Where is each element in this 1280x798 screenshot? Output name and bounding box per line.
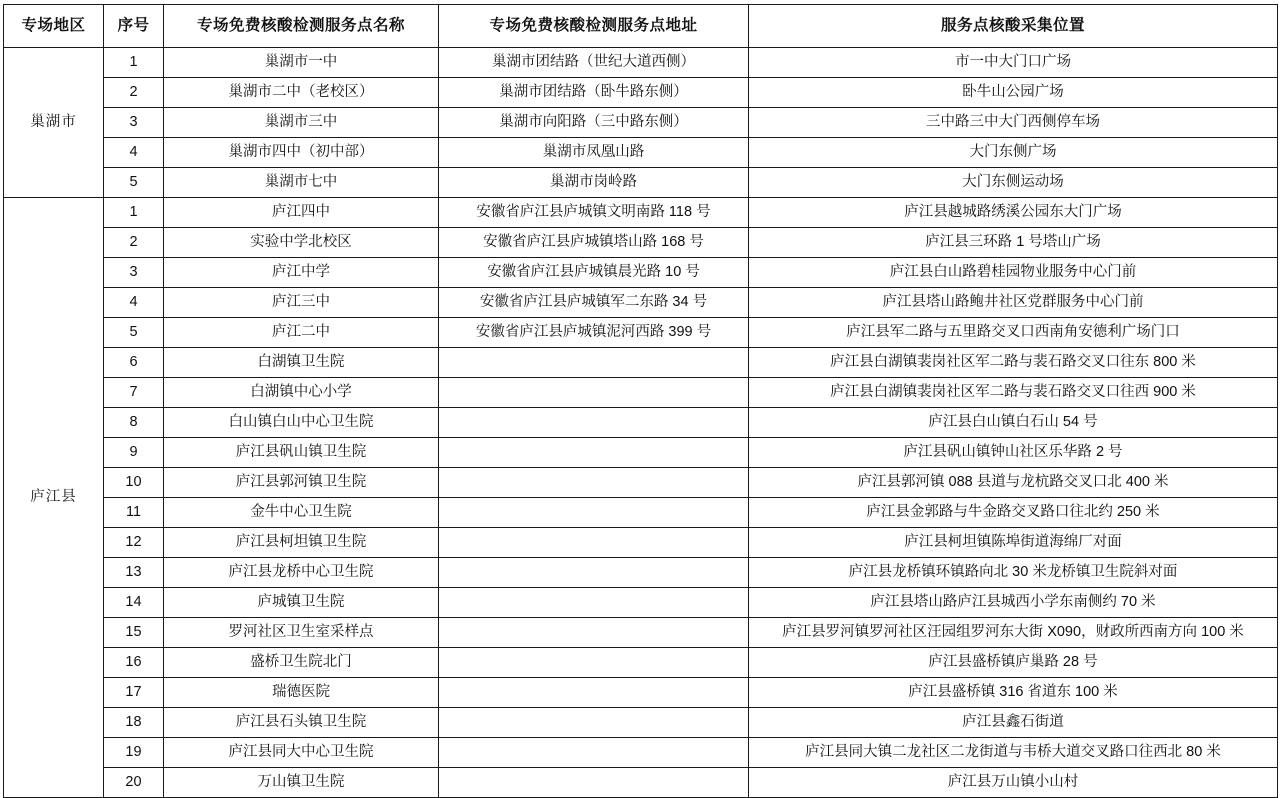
index-cell: 9 <box>104 438 164 468</box>
index-cell: 12 <box>104 528 164 558</box>
table-row <box>4 648 1278 678</box>
index-cell: 14 <box>104 588 164 618</box>
site-address-cell <box>439 528 749 558</box>
site-name-cell: 罗河社区卫生室采样点 <box>164 618 439 648</box>
index-cell: 5 <box>104 318 164 348</box>
table-header <box>4 5 1278 48</box>
column-header-region: 专场地区 <box>4 5 104 48</box>
site-address-cell <box>439 738 749 768</box>
index-cell: 11 <box>104 498 164 528</box>
site-name-cell: 庐江县石头镇卫生院 <box>164 708 439 738</box>
index-cell: 4 <box>104 288 164 318</box>
collection-location-cell: 庐江县越城路绣溪公园东大门广场 <box>749 198 1278 228</box>
site-address-cell <box>439 768 749 798</box>
table-row <box>4 438 1278 468</box>
column-header-site-name: 专场免费核酸检测服务点名称 <box>164 5 439 48</box>
table-body <box>4 48 1278 798</box>
site-address-cell: 巢湖市岗岭路 <box>439 168 749 198</box>
table-row <box>4 258 1278 288</box>
column-header-index: 序号 <box>104 5 164 48</box>
index-cell: 20 <box>104 768 164 798</box>
collection-location-cell: 庐江县龙桥镇环镇路向北 30 米龙桥镇卫生院斜对面 <box>749 558 1278 588</box>
collection-location-cell: 庐江县同大镇二龙社区二龙街道与韦桥大道交叉路口往西北 80 米 <box>749 738 1278 768</box>
collection-location-cell: 庐江县柯坦镇陈埠街道海绵厂对面 <box>749 528 1278 558</box>
index-cell: 7 <box>104 378 164 408</box>
collection-location-cell: 庐江县罗河镇罗河社区汪园组罗河东大街 X090，财政所西南方向 100 米 <box>749 618 1278 648</box>
index-cell: 17 <box>104 678 164 708</box>
site-address-cell: 安徽省庐江县庐城镇晨光路 10 号 <box>439 258 749 288</box>
table-row <box>4 618 1278 648</box>
table-row <box>4 348 1278 378</box>
site-address-cell: 巢湖市凤凰山路 <box>439 138 749 168</box>
table-row <box>4 408 1278 438</box>
table-row <box>4 198 1278 228</box>
table-row <box>4 468 1278 498</box>
table-row <box>4 318 1278 348</box>
table-row <box>4 528 1278 558</box>
site-name-cell: 巢湖市三中 <box>164 108 439 138</box>
site-address-cell <box>439 438 749 468</box>
index-cell: 2 <box>104 228 164 258</box>
index-cell: 15 <box>104 618 164 648</box>
site-address-cell <box>439 588 749 618</box>
index-cell: 1 <box>104 48 164 78</box>
table-row <box>4 78 1278 108</box>
collection-location-cell: 三中路三中大门西侧停车场 <box>749 108 1278 138</box>
collection-location-cell: 庐江县军二路与五里路交叉口西南角安德利广场门口 <box>749 318 1278 348</box>
index-cell: 18 <box>104 708 164 738</box>
site-address-cell: 巢湖市向阳路（三中路东侧） <box>439 108 749 138</box>
collection-location-cell: 大门东侧广场 <box>749 138 1278 168</box>
site-name-cell: 万山镇卫生院 <box>164 768 439 798</box>
site-name-cell: 白湖镇中心小学 <box>164 378 439 408</box>
table-row <box>4 498 1278 528</box>
site-address-cell: 安徽省庐江县庐城镇文明南路 118 号 <box>439 198 749 228</box>
collection-location-cell: 庐江县盛桥镇庐巢路 28 号 <box>749 648 1278 678</box>
index-cell: 6 <box>104 348 164 378</box>
site-name-cell: 庐城镇卫生院 <box>164 588 439 618</box>
collection-location-cell: 庐江县金郭路与牛金路交叉路口往北约 250 米 <box>749 498 1278 528</box>
table-row <box>4 558 1278 588</box>
site-name-cell: 庐江二中 <box>164 318 439 348</box>
table-row <box>4 768 1278 798</box>
index-cell: 3 <box>104 258 164 288</box>
index-cell: 4 <box>104 138 164 168</box>
collection-location-cell: 庐江县万山镇小山村 <box>749 768 1278 798</box>
collection-location-cell: 庐江县盛桥镇 316 省道东 100 米 <box>749 678 1278 708</box>
site-address-cell: 安徽省庐江县庐城镇塔山路 168 号 <box>439 228 749 258</box>
site-address-cell <box>439 618 749 648</box>
table-row <box>4 108 1278 138</box>
site-address-cell: 安徽省庐江县庐城镇军二东路 34 号 <box>439 288 749 318</box>
index-cell: 13 <box>104 558 164 588</box>
collection-location-cell: 庐江县白湖镇裴岗社区军二路与裴石路交叉口往东 800 米 <box>749 348 1278 378</box>
site-address-cell <box>439 378 749 408</box>
index-cell: 16 <box>104 648 164 678</box>
site-address-cell: 巢湖市团结路（世纪大道西侧） <box>439 48 749 78</box>
collection-location-cell: 庐江县三环路 1 号塔山广场 <box>749 228 1278 258</box>
site-address-cell <box>439 678 749 708</box>
collection-location-cell: 庐江县白山路碧桂园物业服务中心门前 <box>749 258 1278 288</box>
site-address-cell <box>439 408 749 438</box>
site-name-cell: 庐江县柯坦镇卫生院 <box>164 528 439 558</box>
site-address-cell: 安徽省庐江县庐城镇泥河西路 399 号 <box>439 318 749 348</box>
column-header-site-address: 专场免费核酸检测服务点地址 <box>439 5 749 48</box>
index-cell: 5 <box>104 168 164 198</box>
site-name-cell: 庐江县龙桥中心卫生院 <box>164 558 439 588</box>
site-address-cell <box>439 468 749 498</box>
site-name-cell: 实验中学北校区 <box>164 228 439 258</box>
collection-location-cell: 庐江县鑫石街道 <box>749 708 1278 738</box>
table-row <box>4 738 1278 768</box>
site-name-cell: 庐江四中 <box>164 198 439 228</box>
region-cell: 巢湖市 <box>4 48 104 198</box>
nucleic-acid-testing-sites-table <box>3 4 1278 798</box>
site-name-cell: 巢湖市四中（初中部） <box>164 138 439 168</box>
collection-location-cell: 庐江县塔山路庐江县城西小学东南侧约 70 米 <box>749 588 1278 618</box>
site-name-cell: 瑞德医院 <box>164 678 439 708</box>
table-row <box>4 708 1278 738</box>
site-address-cell <box>439 558 749 588</box>
site-name-cell: 庐江县同大中心卫生院 <box>164 738 439 768</box>
index-cell: 2 <box>104 78 164 108</box>
table-row <box>4 288 1278 318</box>
site-address-cell <box>439 498 749 528</box>
collection-location-cell: 庐江县白湖镇裴岗社区军二路与裴石路交叉口往西 900 米 <box>749 378 1278 408</box>
site-name-cell: 庐江中学 <box>164 258 439 288</box>
index-cell: 8 <box>104 408 164 438</box>
index-cell: 3 <box>104 108 164 138</box>
site-address-cell <box>439 708 749 738</box>
site-name-cell: 金牛中心卫生院 <box>164 498 439 528</box>
table-row <box>4 678 1278 708</box>
column-header-collection-location: 服务点核酸采集位置 <box>749 5 1278 48</box>
collection-location-cell: 庐江县白山镇白石山 54 号 <box>749 408 1278 438</box>
table-row <box>4 138 1278 168</box>
site-name-cell: 庐江县郭河镇卫生院 <box>164 468 439 498</box>
site-name-cell: 巢湖市二中（老校区） <box>164 78 439 108</box>
index-cell: 19 <box>104 738 164 768</box>
site-address-cell <box>439 348 749 378</box>
site-address-cell: 巢湖市团结路（卧牛路东侧） <box>439 78 749 108</box>
collection-location-cell: 市一中大门口广场 <box>749 48 1278 78</box>
site-name-cell: 庐江县矾山镇卫生院 <box>164 438 439 468</box>
collection-location-cell: 卧牛山公园广场 <box>749 78 1278 108</box>
header-row <box>4 5 1278 48</box>
index-cell: 1 <box>104 198 164 228</box>
site-name-cell: 巢湖市七中 <box>164 168 439 198</box>
table-row <box>4 378 1278 408</box>
region-cell: 庐江县 <box>4 198 104 798</box>
table-row <box>4 168 1278 198</box>
index-cell: 10 <box>104 468 164 498</box>
collection-location-cell: 大门东侧运动场 <box>749 168 1278 198</box>
collection-location-cell: 庐江县矾山镇钟山社区乐华路 2 号 <box>749 438 1278 468</box>
site-name-cell: 白湖镇卫生院 <box>164 348 439 378</box>
site-name-cell: 白山镇白山中心卫生院 <box>164 408 439 438</box>
table-row <box>4 588 1278 618</box>
site-address-cell <box>439 648 749 678</box>
collection-location-cell: 庐江县郭河镇 088 县道与龙杭路交叉口北 400 米 <box>749 468 1278 498</box>
site-name-cell: 巢湖市一中 <box>164 48 439 78</box>
table-row <box>4 48 1278 78</box>
collection-location-cell: 庐江县塔山路鲍井社区党群服务中心门前 <box>749 288 1278 318</box>
site-name-cell: 盛桥卫生院北门 <box>164 648 439 678</box>
site-name-cell: 庐江三中 <box>164 288 439 318</box>
table-row <box>4 228 1278 258</box>
